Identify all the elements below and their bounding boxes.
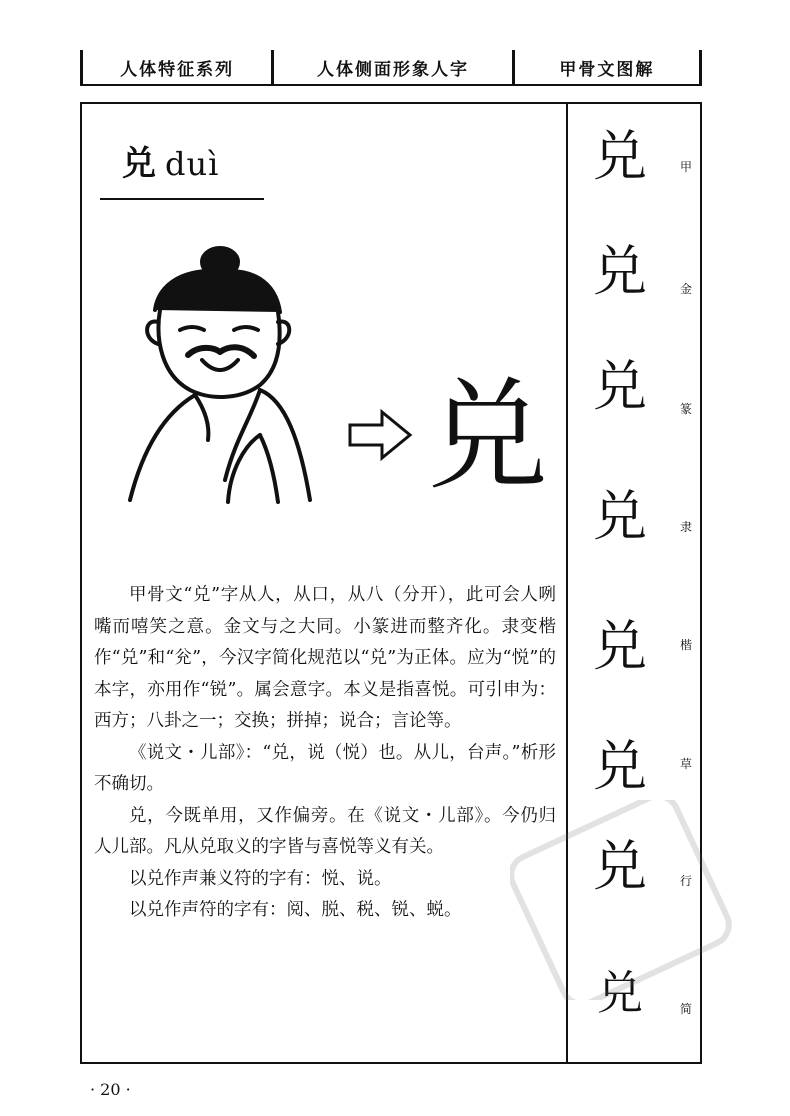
sleeve-line <box>228 435 260 502</box>
script-glyph-regular: 兑 <box>593 615 647 678</box>
title-pinyin: duì <box>165 145 220 183</box>
page-number: · 20 · <box>90 1080 131 1099</box>
cartoon-illustration <box>110 240 550 540</box>
paragraph-sound: 以兑作声符的字有：阅、脱、税、锐、蜕。 <box>129 900 462 920</box>
script-label-simplified: 简 <box>679 1002 692 1016</box>
script-glyph-running: 兑 <box>593 835 647 898</box>
mouth-shape <box>202 360 238 370</box>
left-eye <box>180 327 204 330</box>
header-segment-topic: 人体侧面形象人字 <box>271 50 512 84</box>
script-label-bronze: 金 <box>679 282 692 296</box>
paragraph-shuowen: 《说文・儿部》：“兑，说（悦）也。从儿，台声。”析形不确切。 <box>94 742 556 794</box>
right-eye <box>234 327 258 330</box>
script-glyph-simplified: 兑 <box>597 966 643 1020</box>
entry-title <box>122 136 219 185</box>
header-segment-book: 甲骨文图解 <box>512 50 702 84</box>
collar-left <box>195 395 208 440</box>
script-label-regular: 楷 <box>679 638 692 652</box>
collar-right <box>225 390 260 480</box>
script-glyph-clerical: 兑 <box>593 485 647 548</box>
script-label-running: 行 <box>679 874 692 888</box>
left-ear <box>147 321 158 344</box>
script-label-clerical: 隶 <box>679 520 692 534</box>
script-label-cursive: 草 <box>679 757 692 771</box>
paragraph-sound-meaning: 以兑作声兼义符的字有：悦、说。 <box>129 868 392 889</box>
paragraph-explanation: 甲骨文“兑”字从人，从口，从八（分开），此可会人咧嘴而嘻笑之意。金文与之大同。小篆进而整齐化。隶变楷作“兑”和“兊”，今汉字简化规范以“兑”为正体。应为“悦”的本字，亦用作“锐”。属会意字。本义是指喜悦。可引申为：西方；八卦之一；交换；拼掉；说合；言论等。 <box>94 585 556 731</box>
column-divider <box>566 102 568 1064</box>
header-bar <box>80 50 702 84</box>
script-glyph-oracle: 兑 <box>593 125 647 188</box>
header-segment-series: 人体特征系列 <box>80 50 271 84</box>
moustache-shape <box>188 347 254 356</box>
hair-shape <box>155 271 280 312</box>
paragraph-usage: 兑，今既单用，又作偏旁。在《说文・儿部》。今仍归人儿部。凡从兑取义的字皆与喜悦等义有关。 <box>94 805 556 857</box>
header-rule <box>80 84 702 86</box>
glyph-large: 兑 <box>428 368 548 507</box>
sleeve-line-2 <box>260 435 278 502</box>
title-character: 兑 <box>122 144 157 184</box>
script-glyph-bronze: 兑 <box>593 240 647 303</box>
script-label-oracle: 甲 <box>679 160 692 174</box>
script-glyph-seal: 兑 <box>593 355 647 418</box>
robe-right <box>260 390 310 500</box>
script-glyph-cursive: 兑 <box>593 735 647 798</box>
title-underline <box>100 198 264 200</box>
script-label-seal: 篆 <box>679 402 692 416</box>
right-arrow-icon <box>350 412 410 458</box>
body-text <box>94 580 556 927</box>
robe-left <box>130 395 195 500</box>
